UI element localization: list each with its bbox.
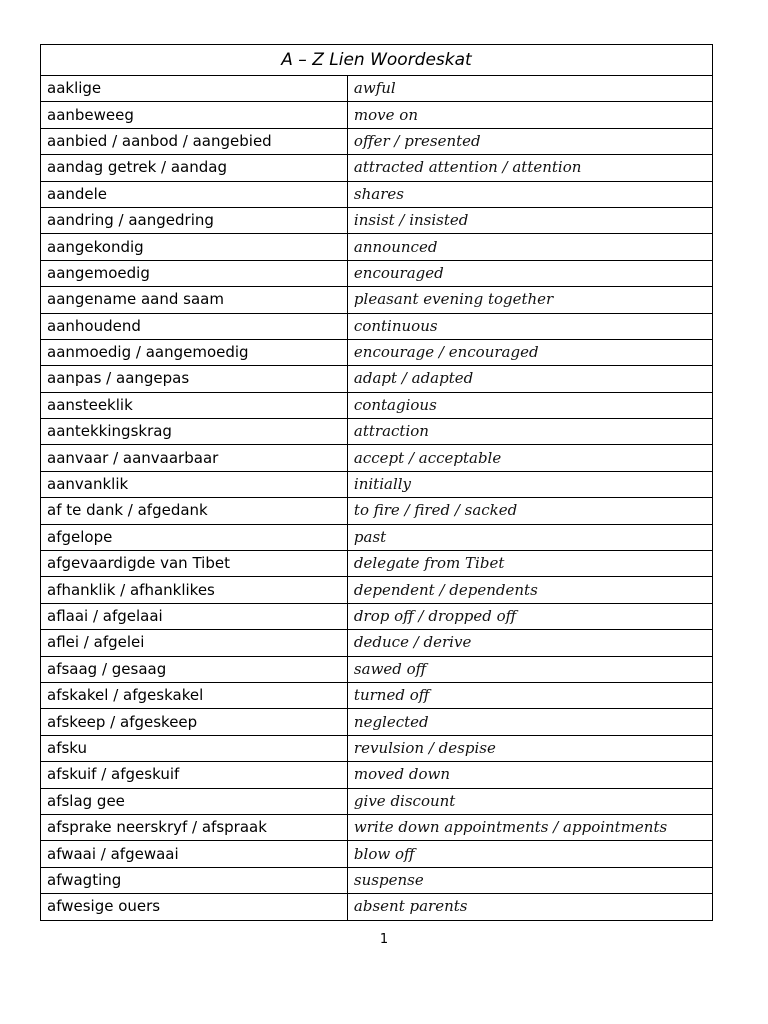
- table-row: [41, 339, 713, 365]
- table-row: [41, 155, 713, 181]
- english-translation: dependent / dependents: [347, 577, 712, 603]
- afrikaans-word: aflei / afgelei: [41, 630, 348, 656]
- afrikaans-word: aangename aand saam: [41, 287, 348, 313]
- page-number: 1: [379, 932, 389, 947]
- table-row: [41, 656, 713, 682]
- afrikaans-word: aantekkingskrag: [41, 419, 348, 445]
- table-row: [41, 76, 713, 102]
- afrikaans-word: afgelope: [41, 524, 348, 550]
- afrikaans-word: aanvanklik: [41, 471, 348, 497]
- afrikaans-word: afwagting: [41, 867, 348, 893]
- afrikaans-word: afskuif / afgeskuif: [41, 762, 348, 788]
- afrikaans-word: afslag gee: [41, 788, 348, 814]
- english-translation: pleasant evening together: [347, 287, 712, 313]
- title-row: [41, 45, 713, 76]
- afrikaans-word: afsaag / gesaag: [41, 656, 348, 682]
- table-row: [41, 709, 713, 735]
- english-translation: past: [347, 524, 712, 550]
- afrikaans-word: afwesige ouers: [41, 894, 348, 920]
- english-translation: announced: [347, 234, 712, 260]
- english-translation: adapt / adapted: [347, 366, 712, 392]
- table-row: [41, 577, 713, 603]
- english-translation: neglected: [347, 709, 712, 735]
- english-translation: turned off: [347, 682, 712, 708]
- afrikaans-word: aandele: [41, 181, 348, 207]
- afrikaans-word: afwaai / afgewaai: [41, 841, 348, 867]
- afrikaans-word: aansteeklik: [41, 392, 348, 418]
- afrikaans-word: afsprake neerskryf / afspraak: [41, 814, 348, 840]
- afrikaans-word: aflaai / afgelaai: [41, 603, 348, 629]
- english-translation: delegate from Tibet: [347, 551, 712, 577]
- afrikaans-word: aanbied / aanbod / aangebied: [41, 128, 348, 154]
- table-row: [41, 102, 713, 128]
- english-translation: initially: [347, 471, 712, 497]
- table-row: [41, 498, 713, 524]
- table-title: A – Z Lien Woordeskat: [41, 45, 713, 76]
- english-translation: offer / presented: [347, 128, 712, 154]
- afrikaans-word: afskeep / afgeskeep: [41, 709, 348, 735]
- english-translation: attracted attention / attention: [347, 155, 712, 181]
- table-row: [41, 841, 713, 867]
- table-row: [41, 788, 713, 814]
- english-translation: write down appointments / appointments: [347, 814, 712, 840]
- english-translation: absent parents: [347, 894, 712, 920]
- table-row: [41, 392, 713, 418]
- afrikaans-word: aanvaar / aanvaarbaar: [41, 445, 348, 471]
- table-row: [41, 524, 713, 550]
- table-row: [41, 551, 713, 577]
- english-translation: attraction: [347, 419, 712, 445]
- english-translation: contagious: [347, 392, 712, 418]
- english-translation: give discount: [347, 788, 712, 814]
- table-row: [41, 630, 713, 656]
- table-row: [41, 181, 713, 207]
- english-translation: shares: [347, 181, 712, 207]
- english-translation: to fire / fired / sacked: [347, 498, 712, 524]
- afrikaans-word: aanhoudend: [41, 313, 348, 339]
- english-translation: drop off / dropped off: [347, 603, 712, 629]
- english-translation: moved down: [347, 762, 712, 788]
- english-translation: suspense: [347, 867, 712, 893]
- table-row: [41, 867, 713, 893]
- english-translation: continuous: [347, 313, 712, 339]
- english-translation: deduce / derive: [347, 630, 712, 656]
- english-translation: insist / insisted: [347, 207, 712, 233]
- table-row: [41, 735, 713, 761]
- table-row: [41, 471, 713, 497]
- english-translation: revulsion / despise: [347, 735, 712, 761]
- english-translation: accept / acceptable: [347, 445, 712, 471]
- afrikaans-word: aangemoedig: [41, 260, 348, 286]
- afrikaans-word: afsku: [41, 735, 348, 761]
- afrikaans-word: aaklige: [41, 76, 348, 102]
- vocabulary-table: [40, 44, 713, 921]
- table-row: [41, 260, 713, 286]
- afrikaans-word: aandring / aangedring: [41, 207, 348, 233]
- table-row: [41, 814, 713, 840]
- afrikaans-word: afhanklik / afhanklikes: [41, 577, 348, 603]
- table-row: [41, 445, 713, 471]
- english-translation: blow off: [347, 841, 712, 867]
- afrikaans-word: afskakel / afgeskakel: [41, 682, 348, 708]
- afrikaans-word: aanpas / aangepas: [41, 366, 348, 392]
- afrikaans-word: aandag getrek / aandag: [41, 155, 348, 181]
- table-row: [41, 128, 713, 154]
- afrikaans-word: afgevaardigde van Tibet: [41, 551, 348, 577]
- afrikaans-word: aanbeweeg: [41, 102, 348, 128]
- vocabulary-body: [41, 76, 713, 921]
- table-row: [41, 762, 713, 788]
- table-row: [41, 894, 713, 920]
- afrikaans-word: aangekondig: [41, 234, 348, 260]
- table-row: [41, 419, 713, 445]
- afrikaans-word: aanmoedig / aangemoedig: [41, 339, 348, 365]
- english-translation: encouraged: [347, 260, 712, 286]
- english-translation: encourage / encouraged: [347, 339, 712, 365]
- table-row: [41, 207, 713, 233]
- english-translation: move on: [347, 102, 712, 128]
- table-row: [41, 366, 713, 392]
- table-row: [41, 603, 713, 629]
- table-row: [41, 234, 713, 260]
- table-row: [41, 313, 713, 339]
- afrikaans-word: af te dank / afgedank: [41, 498, 348, 524]
- table-row: [41, 287, 713, 313]
- table-row: [41, 682, 713, 708]
- english-translation: sawed off: [347, 656, 712, 682]
- english-translation: awful: [347, 76, 712, 102]
